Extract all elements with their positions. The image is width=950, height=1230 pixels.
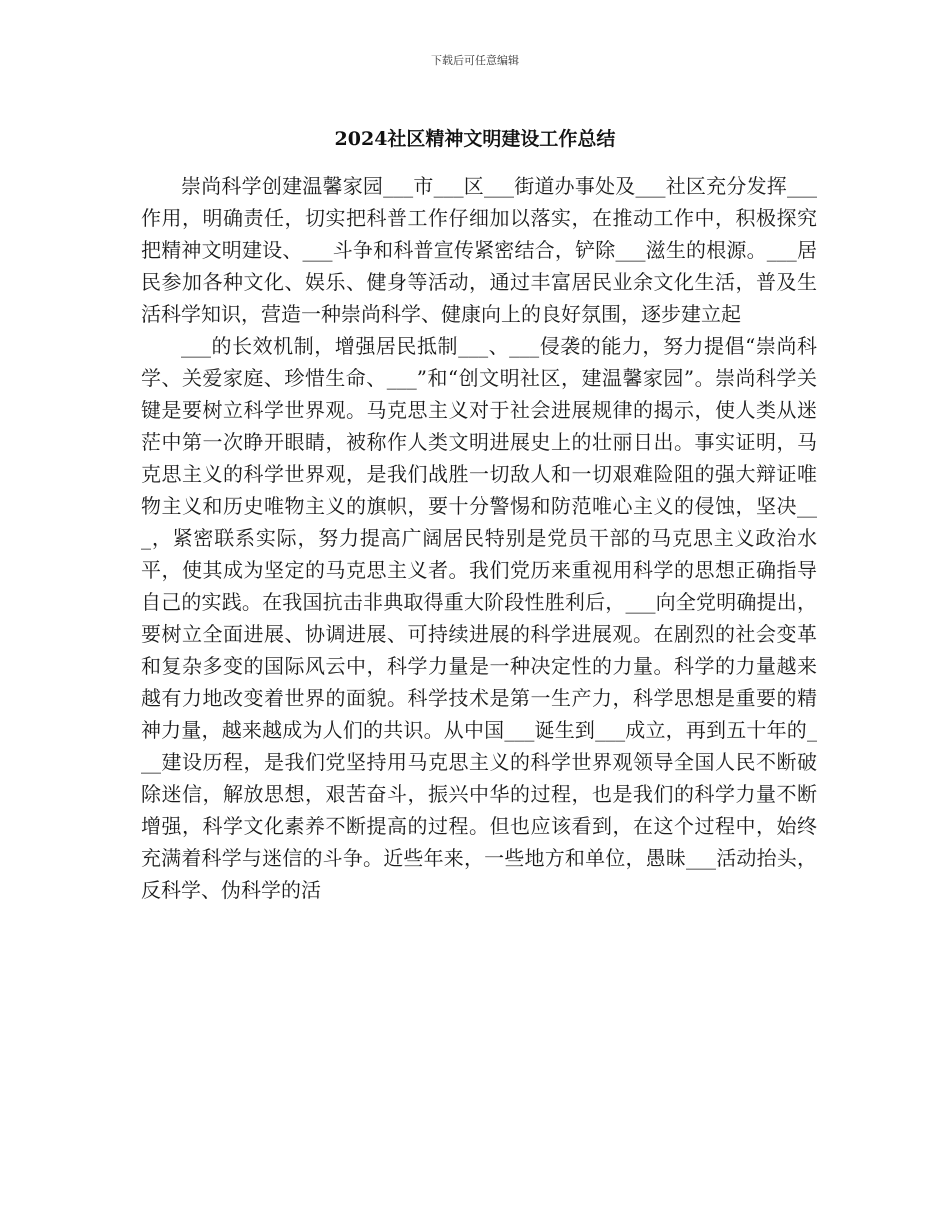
paragraph-1: 崇尚科学创建温馨家园___市___区___街道办事处及___社区充分发挥___作用，明确责任，切实把科普工作仔细加以落实，在推动工作中，积极探究把精神文明建设、___斗争和科普宣传紧密结合，铲除___滋生的根源。___居民参加各种文化、娱乐、健身等活动，通过丰富居民业余文化生活，普及生活科学知识，营造一种崇尚科学、健康向上的良好氛围，逐步建立起 — [141, 174, 817, 326]
document-body — [141, 170, 817, 906]
header-note: 下载后可任意编辑 — [431, 54, 519, 67]
paragraph-2: ___的长效机制，增强居民抵制___、___侵袭的能力，努力提倡“崇尚科学、关爱家庭、珍惜生命、___”和“创文明社区，建温馨家园”。崇尚科学关键是要树立科学世界观。马克思主义对于社会进展规律的揭示，使人类从迷茫中第一次睁开眼睛，被称作人类文明进展史上的壮丽日出。事实证明，马克思主义的科学世界观，是我们战胜一切敌人和一切艰难险阻的强大辩证唯物主义和历史唯物主义的旗帜，要十分警惕和防范唯心主义的侵蚀，坚决___，紧密联系实际，努力提高广阔居民特别是党员干部的马克思主义政治水平，使其成为坚定的马克思主义者。我们党历来重视用科学的思想正确指导自己的实践。在我国抗击非典取得重大阶段性胜利后，___向全党明确提出，要树立全面进展、协调进展、可持续进展的科学进展观。在剧烈的社会变革和复杂多变的国际风云中，科学力量是一种决定性的力量。科学的力量越来越有力地改变着世界的面貌。科学技术是第一生产力，科学思想是重要的精神力量，越来越成为人们的共识。从中国___诞生到___成立，再到五十年的___建设历程，是我们党坚持用马克思主义的科学世界观领导全国人民不断破除迷信，解放思想，艰苦奋斗，振兴中华的过程，也是我们的科学力量不断增强，科学文化素养不断提高的过程。但也应该看到，在这个过程中，始终充满着科学与迷信的斗争。近些年来，一些地方和单位，愚昧___活动抬头，反科学、伪科学的活 — [141, 334, 817, 902]
document-title: 2024社区精神文明建设工作总结 — [334, 128, 616, 150]
